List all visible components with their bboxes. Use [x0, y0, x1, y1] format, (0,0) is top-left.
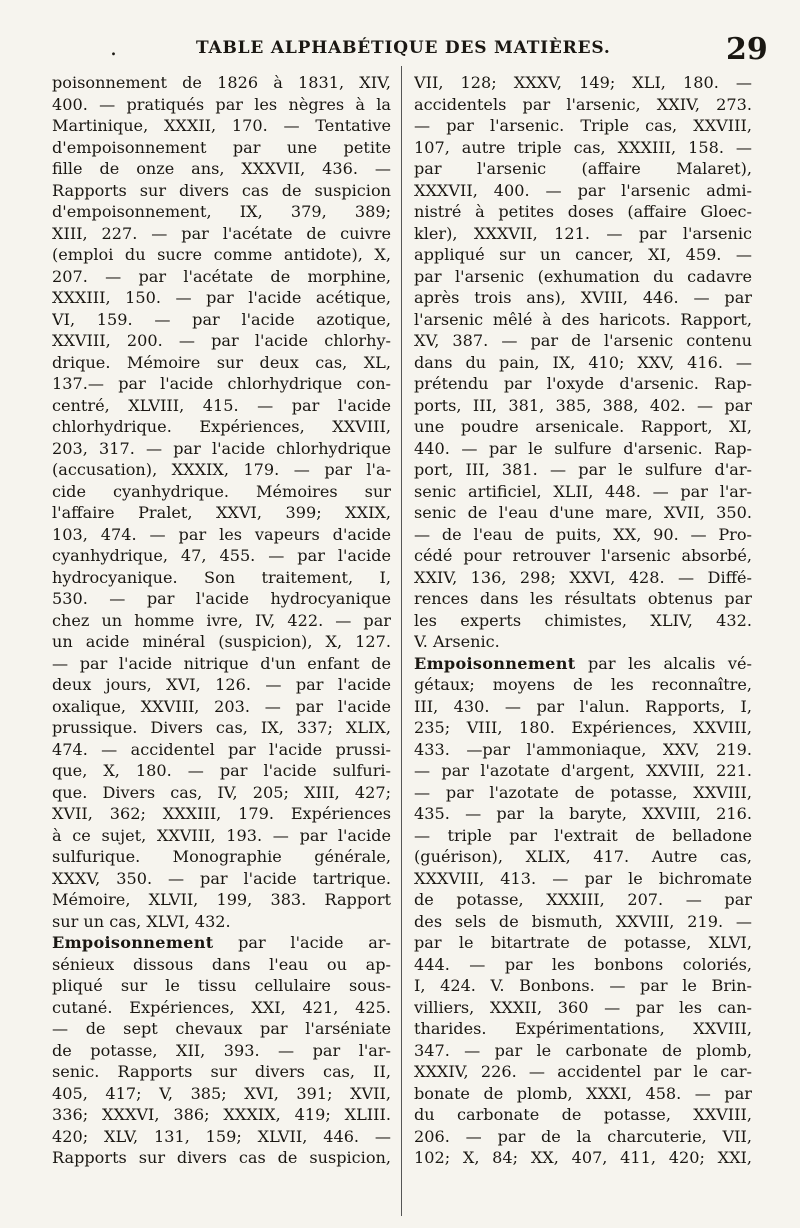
entry-headword: Empoisonnement — [52, 933, 214, 952]
text-line: prétendu par l'oxyde d'arsenic. Rap- — [414, 374, 752, 393]
text-line: 347. — par le carbonate de plomb, — [414, 1040, 752, 1060]
text-line: Mémoire, XLVII, 199, 383. Rapport — [52, 890, 391, 909]
text-line: de potasse, XXXIII, 207. — par — [414, 890, 752, 909]
text-line: XIII, 227. — par l'acétate de cuivre — [52, 223, 391, 243]
text-line: Martinique, XXXII, 170. — Tentative — [52, 116, 391, 135]
text-line: 405, 417; V, 385; XVI, 391; XVII, — [52, 1083, 391, 1103]
text-line: gétaux; moyens de les reconnaître, — [414, 675, 752, 694]
entry-heading-rest: par les alcalis vé- — [575, 653, 752, 673]
header-dot: . — [110, 36, 117, 61]
text-line: à ce sujet, XXVIII, 193. — par l'acide — [52, 825, 391, 845]
text-line: XXXIII, 150. — par l'acide acétique, — [52, 288, 391, 307]
text-line: 203, 317. — par l'acide chlorhydrique — [52, 438, 391, 458]
text-line: chlorhydrique. Expériences, XXVIII, — [52, 417, 391, 436]
text-line: sénieux dissous dans l'eau ou ap- — [52, 954, 391, 974]
text-line: XXXVIII, 413. — par le bichromate — [414, 868, 752, 888]
text-line: — par l'arsenic. Triple cas, XXVIII, — [414, 116, 752, 135]
text-line: — de sept chevaux par l'arséniate — [52, 1019, 391, 1038]
text-line: que, X, 180. — par l'acide sulfuri- — [52, 761, 391, 780]
running-title: TABLE ALPHABÉTIQUE DES MATIÈRES. — [196, 38, 611, 58]
text-line: XXXVII, 400. — par l'arsenic admi- — [414, 180, 752, 200]
text-line: bonate de plomb, XXXI, 458. — par — [414, 1083, 752, 1103]
text-line: une poudre arsenicale. Rapport, XI, — [414, 417, 752, 436]
text-line: XXIV, 136, 298; XXVI, 428. — Diffé- — [414, 567, 752, 587]
text-line: senic artificiel, XLII, 448. — par l'ar- — [414, 481, 752, 501]
column-divider — [401, 66, 402, 1216]
text-line: XV, 387. — par de l'arsenic contenu — [414, 331, 752, 350]
left-lines-2 — [52, 954, 391, 1169]
text-line: cide cyanhydrique. Mémoires sur — [52, 481, 391, 501]
text-line: 530. — par l'acide hydrocyanique — [52, 589, 391, 608]
text-line: oxalique, XXVIII, 203. — par l'acide — [52, 696, 391, 716]
text-line: prussique. Divers cas, IX, 337; XLIX, — [52, 718, 391, 737]
page-header — [0, 34, 800, 66]
text-line: 137.— par l'acide chlorhydrique con- — [52, 374, 391, 393]
text-line: sulfurique. Monographie générale, — [52, 847, 391, 866]
text-line: VI, 159. — par l'acide azotique, — [52, 309, 391, 329]
right-lines — [414, 72, 752, 653]
text-line: pliqué sur le tissu cellulaire sous- — [52, 976, 391, 995]
text-line: appliqué sur un cancer, XI, 459. — — [414, 245, 752, 264]
text-line: un acide minéral (suspicion), X, 127. — [52, 632, 391, 651]
text-line: 400. — pratiqués par les nègres à la — [52, 94, 391, 114]
text-line: 433. —par l'ammoniaque, XXV, 219. — [414, 739, 752, 759]
entry-heading-rest: par l'acide ar- — [213, 933, 391, 952]
text-line: kler), XXXVII, 121. — par l'arsenic — [414, 223, 752, 243]
text-line: d'empoisonnement par une petite — [52, 137, 391, 157]
text-line: par l'arsenic (affaire Malaret), — [414, 159, 752, 178]
text-line: cyanhydrique, 47, 455. — par l'acide — [52, 546, 391, 565]
text-line: — par l'azotate de potasse, XXVIII, — [414, 782, 752, 802]
text-line: 474. — accidentel par l'acide prussi- — [52, 739, 391, 759]
text-line: rences dans les résultats obtenus par — [414, 589, 752, 608]
entry-headword: Empoisonnement — [414, 653, 576, 673]
text-line: 107, autre triple cas, XXXIII, 158. — — [414, 137, 752, 157]
text-line: III, 430. — par l'alun. Rapports, I, — [414, 696, 752, 716]
text-line: après trois ans), XVIII, 446. — par — [414, 288, 752, 307]
text-line: port, III, 381. — par le sulfure d'ar- — [414, 460, 752, 479]
text-line: — par l'acide nitrique d'un enfant de — [52, 653, 391, 673]
text-line: l'arsenic mêlé à des haricots. Rapport, — [414, 309, 752, 329]
text-line: Rapports sur divers cas de suspicion — [52, 180, 391, 200]
text-line: par le bitartrate de potasse, XLVI, — [414, 933, 752, 952]
text-line: nistré à petites doses (affaire Gloec- — [414, 202, 752, 221]
text-line: du carbonate de potasse, XXVIII, — [414, 1105, 752, 1124]
text-line: chez un homme ivre, IV, 422. — par — [52, 610, 391, 630]
right-lines-2 — [414, 674, 752, 1169]
text-line: les experts chimistes, XLIV, 432. — [414, 610, 752, 630]
text-line: (emploi du sucre comme antidote), X, — [52, 245, 391, 264]
text-line: accidentels par l'arsenic, XXIV, 273. — [414, 94, 752, 114]
right-column — [414, 72, 752, 1169]
text-line: d'empoisonnement, IX, 379, 389; — [52, 202, 391, 221]
left-lines — [52, 72, 391, 932]
text-line: Rapports sur divers cas de suspicion, — [52, 1148, 391, 1167]
text-line: — de l'eau de puits, XX, 90. — Pro- — [414, 524, 752, 544]
text-line: 336; XXXVI, 386; XXXIX, 419; XLIII. — [52, 1105, 391, 1124]
text-line: V. Arsenic. — [414, 632, 500, 651]
text-line: 435. — par la baryte, XXVIII, 216. — [414, 804, 752, 823]
text-line: 103, 474. — par les vapeurs d'acide — [52, 524, 391, 544]
text-line: l'affaire Pralet, XXVI, 399; XXIX, — [52, 503, 391, 522]
text-line: des sels de bismuth, XXVIII, 219. — — [414, 911, 752, 931]
text-line: 235; VIII, 180. Expériences, XXVIII, — [414, 718, 752, 737]
text-line: (guérison), XLIX, 417. Autre cas, — [414, 847, 752, 866]
text-line: XXXV, 350. — par l'acide tartrique. — [52, 868, 391, 888]
text-line: par l'arsenic (exhumation du cadavre — [414, 266, 752, 286]
text-line: poisonnement de 1826 à 1831, XIV, — [52, 73, 391, 92]
text-line: 420; XLV, 131, 159; XLVII, 446. — — [52, 1126, 391, 1146]
text-line: — par l'azotate d'argent, XXVIII, 221. — [414, 761, 752, 780]
text-line: XXXIV, 226. — accidentel par le car- — [414, 1062, 752, 1081]
text-line: senic. Rapports sur divers cas, II, — [52, 1062, 391, 1081]
entry-heading-line — [52, 932, 391, 954]
text-line: cutané. Expériences, XXI, 421, 425. — [52, 997, 391, 1017]
text-line: cédé pour retrouver l'arsenic absorbé, — [414, 546, 752, 565]
text-line: de potasse, XII, 393. — par l'ar- — [52, 1040, 391, 1060]
text-line: dans du pain, IX, 410; XXV, 416. — — [414, 352, 752, 372]
text-line: senic de l'eau d'une mare, XVII, 350. — [414, 503, 752, 522]
text-line: — triple par l'extrait de belladone — [414, 825, 752, 845]
left-column — [52, 72, 391, 1169]
text-line: (accusation), XXXIX, 179. — par l'a- — [52, 460, 391, 479]
text-line: 206. — par de la charcuterie, VII, — [414, 1126, 752, 1146]
text-line: XVII, 362; XXXIII, 179. Expériences — [52, 804, 391, 823]
text-line: 444. — par les bonbons coloriés, — [414, 954, 752, 974]
text-line: villiers, XXXII, 360 — par les can- — [414, 997, 752, 1017]
text-line: VII, 128; XXXV, 149; XLI, 180. — — [414, 73, 752, 92]
text-line: 102; X, 84; XX, 407, 411, 420; XXI, — [414, 1148, 752, 1167]
entry-heading-line — [414, 653, 752, 675]
text-line: 440. — par le sulfure d'arsenic. Rap- — [414, 438, 752, 458]
text-line: I, 424. V. Bonbons. — par le Brin- — [414, 976, 752, 995]
text-line: ports, III, 381, 385, 388, 402. — par — [414, 395, 752, 415]
text-line: XXVIII, 200. — par l'acide chlorhy- — [52, 331, 391, 350]
text-line: sur un cas, XLVI, 432. — [52, 911, 231, 931]
text-line: que. Divers cas, IV, 205; XIII, 427; — [52, 782, 391, 802]
text-line: fille de onze ans, XXXVII, 436. — — [52, 159, 391, 178]
text-line: deux jours, XVI, 126. — par l'acide — [52, 675, 391, 694]
text-line: 207. — par l'acétate de morphine, — [52, 266, 391, 286]
text-line: centré, XLVIII, 415. — par l'acide — [52, 395, 391, 415]
text-line: drique. Mémoire sur deux cas, XL, — [52, 352, 391, 372]
page-number: 29 — [726, 32, 768, 67]
text-line: tharides. Expérimentations, XXVIII, — [414, 1019, 752, 1038]
text-line: hydrocyanique. Son traitement, I, — [52, 567, 391, 587]
